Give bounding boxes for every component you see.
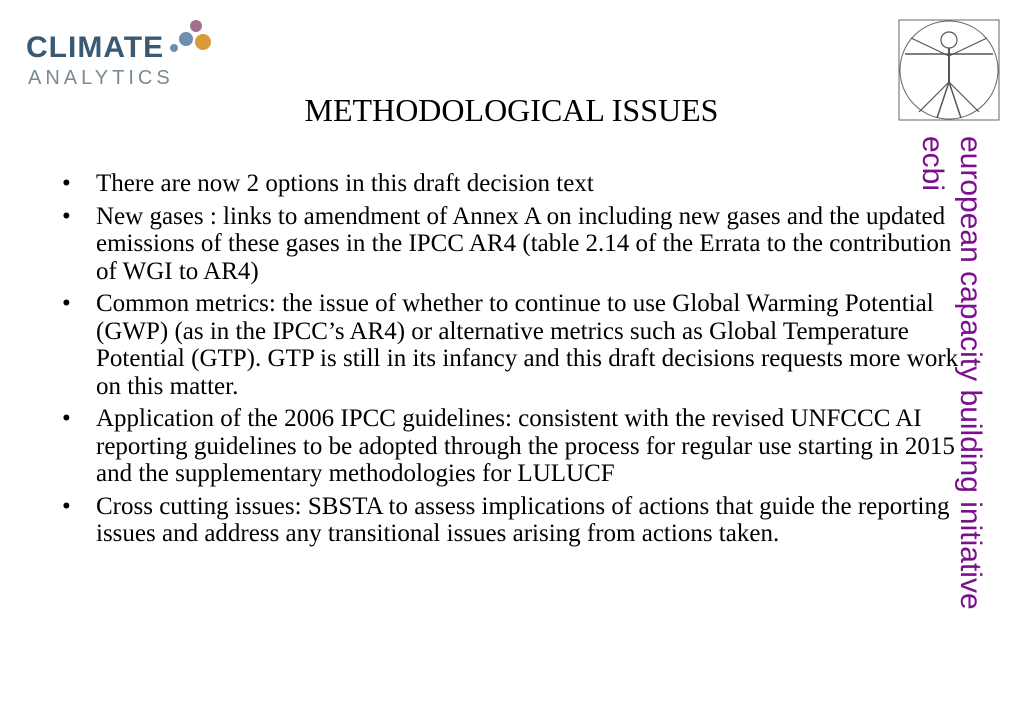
- logo-line-climate: CLIMATE: [26, 31, 165, 64]
- bullet-item: • Application of the 2006 IPCC guidelines: consistent with the revised UNFCCC AI reporting guidelines to be adopted through the process for regular use starting in 2015 and the supplementary methodologies for LULUCF: [62, 405, 960, 488]
- bullet-list: [62, 170, 960, 553]
- bullet-item: • Common metrics: the issue of whether to continue to use Global Warming Potential (GWP) (as in the IPCC’s AR4) or alternative metrics such as Global Temperature Potential (GTP). GTP is still in its infancy and this draft decisions requests more work on this matter.: [62, 290, 960, 400]
- climate-analytics-logo: [26, 16, 216, 96]
- vitruvian-man-icon: [897, 18, 1001, 122]
- slide-title: METHODOLOGICAL ISSUES: [304, 92, 719, 128]
- side-banner-line-2: ecbi: [916, 136, 949, 192]
- bullet-item: • New gases : links to amendment of Annex A on including new gases and the updated emissions of these gases in the IPCC AR4 (table 2.14 of the Errata to the contribution of WGI to AR4): [62, 203, 960, 286]
- bullet-item: • There are now 2 options in this draft decision text: [62, 170, 960, 198]
- side-banner: [912, 136, 992, 676]
- side-banner-line-1: european capacity building initiative: [954, 136, 987, 610]
- logo-line-analytics: ANALYTICS: [28, 67, 174, 89]
- bullet-item: • Cross cutting issues: SBSTA to assess implications of actions that guide the reporting issues and address any transitional issues arising from actions taken.: [62, 493, 960, 548]
- climate-analytics-dots-icon: [166, 16, 216, 66]
